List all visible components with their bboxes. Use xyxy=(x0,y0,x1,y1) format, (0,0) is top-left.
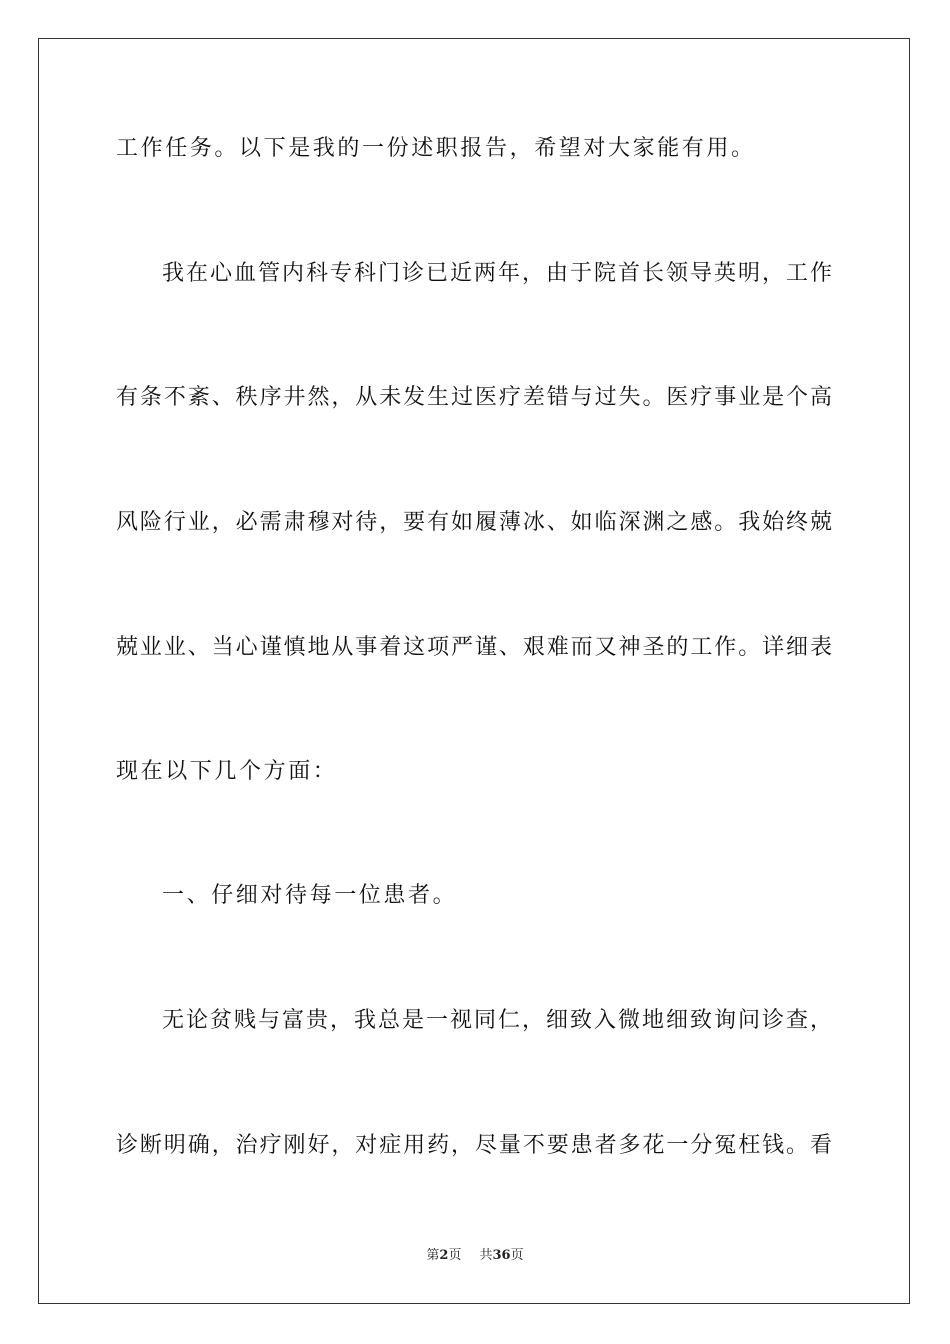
text-line-1: 工作任务。以下是我的一份述职报告，希望对大家能有用。 xyxy=(116,136,756,161)
footer-page-suffix: 页 xyxy=(448,1248,462,1263)
text-line-5: 兢业业、当心谨慎地从事着这项严谨、艰难而又神圣的工作。详细表 xyxy=(116,635,832,660)
footer-total-prefix: 共 xyxy=(479,1248,493,1263)
text-line-4: 风险行业，必需肃穆对待，要有如履薄冰、如临深渊之感。我始终兢 xyxy=(116,510,832,535)
page-border xyxy=(38,38,910,1304)
footer-total-pages: 36 xyxy=(492,1248,511,1263)
text-line-6: 现在以下几个方面： xyxy=(116,759,338,784)
footer-total-suffix: 页 xyxy=(510,1248,524,1263)
page-footer xyxy=(0,1246,950,1266)
text-line-9: 诊断明确，治疗刚好，对症用药，尽量不要患者多花一分冤枉钱。看 xyxy=(116,1133,832,1158)
footer-page-number: 2 xyxy=(439,1248,449,1263)
footer-page-prefix: 第 xyxy=(426,1248,440,1263)
section-heading: 一、仔细对待每一位患者。 xyxy=(162,883,458,908)
text-line-3: 有条不紊、秩序井然，从未发生过医疗差错与过失。医疗事业是个高 xyxy=(116,385,832,410)
text-line-2: 我在心血管内科专科门诊已近两年，由于院首长领导英明，工作 xyxy=(162,261,832,286)
text-line-8: 无论贫贱与富贵，我总是一视同仁，细致入微地细致询问诊查， xyxy=(162,1008,832,1033)
